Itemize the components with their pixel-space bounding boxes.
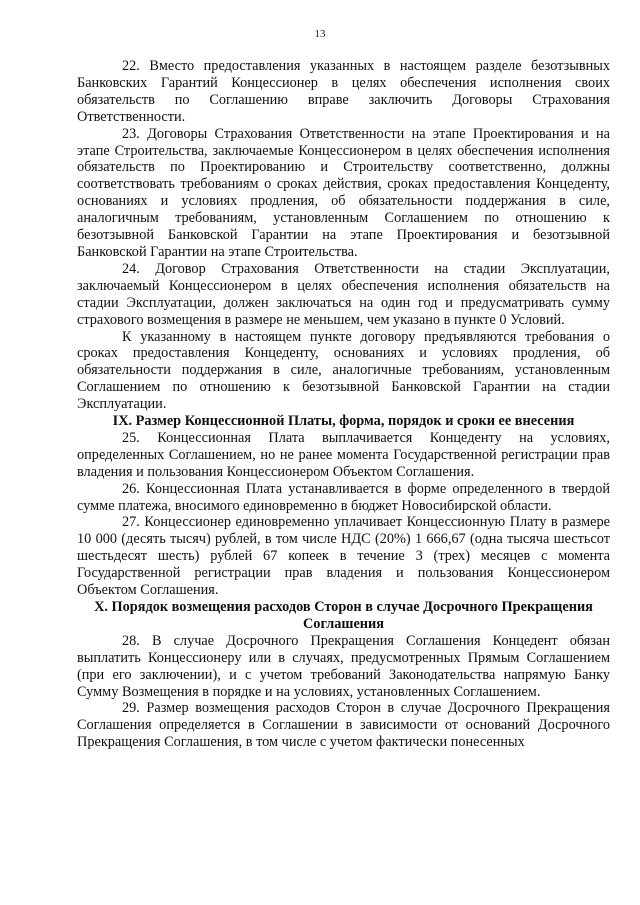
paragraph-27: 27. Концессионер единовременно уплачивает Концессионную Плату в размере 10 000 (десять тысяч) рублей, в том числе НДС (20%) 1 666,67 (одна тысяча шестьсот шестьдесят шесть) рублей 67 копеек в течение 3 (трех) месяцев с момента Государственной регистрации прав владения и пользования Концессионером Объектом Соглашения.: [77, 514, 610, 599]
paragraph-25: 25. Концессионная Плата выплачивается Концеденту на условиях, определенных Соглашением, но не ранее момента Государственной регистрации прав владения и пользования Концессионером Объектом Соглашения.: [77, 429, 610, 480]
section-heading-x: X. Порядок возмещения расходов Сторон в случае Досрочного Прекращения Соглашения: [94, 599, 593, 632]
paragraph-23: 23. Договоры Страхования Ответственности на этапе Проектирования и на этапе Строительства, заключаемые Концессионером в целях обеспечения исполнения обязательств по Проектированию и Строительству соответственно, должны соответствовать требованиям о сроках действия, сроках предоставления Концеденту, основаниях и условиях продления, об обязательности поддержания в силе, аналогичным требованиям, установленным Соглашением по отношению к безотзывной Банковской Гарантии на этапе Проектирования и безотзывной Банковской Гарантии на этапе Строительства.: [77, 125, 610, 260]
paragraph-26: 26. Концессионная Плата устанавливается в форме определенного в твердой сумме платежа, вносимого единовременно в бюджет Новосибирской области.: [77, 480, 610, 514]
paragraph-29: 29. Размер возмещения расходов Сторон в случае Досрочного Прекращения Соглашения определяется в Соглашении в зависимости от оснований Досрочного Прекращения Соглашения, в том числе с учетом фактически понесенных: [77, 700, 610, 751]
paragraph-24: 24. Договор Страхования Ответственности на стадии Эксплуатации, заключаемый Концессионером в целях обеспечения исполнения обязательств на стадии Эксплуатации, должен заключаться на один год и предусматривать сумму страхового возмещения в размере не меньшем, чем указано в пункте 0 Условий.: [77, 260, 610, 328]
page-number: 13: [314, 28, 326, 40]
paragraph-24-continued: К указанному в настоящем пункте договору предъявляются требования о сроках предоставления Концеденту, основаниях и условиях продления, об обязательности поддержания в силе, аналогичные требованиям, установленным Соглашением по отношению к безотзывной Банковской Гарантии на стадии Эксплуатации.: [77, 328, 610, 413]
paragraph-28: 28. В случае Досрочного Прекращения Соглашения Концедент обязан выплатить Концессионеру или в случаях, предусмотренных Прямым Соглашением (при его заключении), и с учетом требований Законодательства напрямую Банку Сумму Возмещения в порядке и на условиях, установленных Соглашением.: [77, 632, 610, 700]
paragraph-22: 22. Вместо предоставления указанных в настоящем разделе безотзывных Банковских Гарантий Концессионер в целях обеспечения исполнения своих обязательств по Соглашению вправе заключить Договоры Страхования Ответственности.: [77, 58, 610, 125]
section-heading-ix: IX. Размер Концессионной Платы, форма, порядок и сроки ее внесения: [112, 413, 575, 430]
